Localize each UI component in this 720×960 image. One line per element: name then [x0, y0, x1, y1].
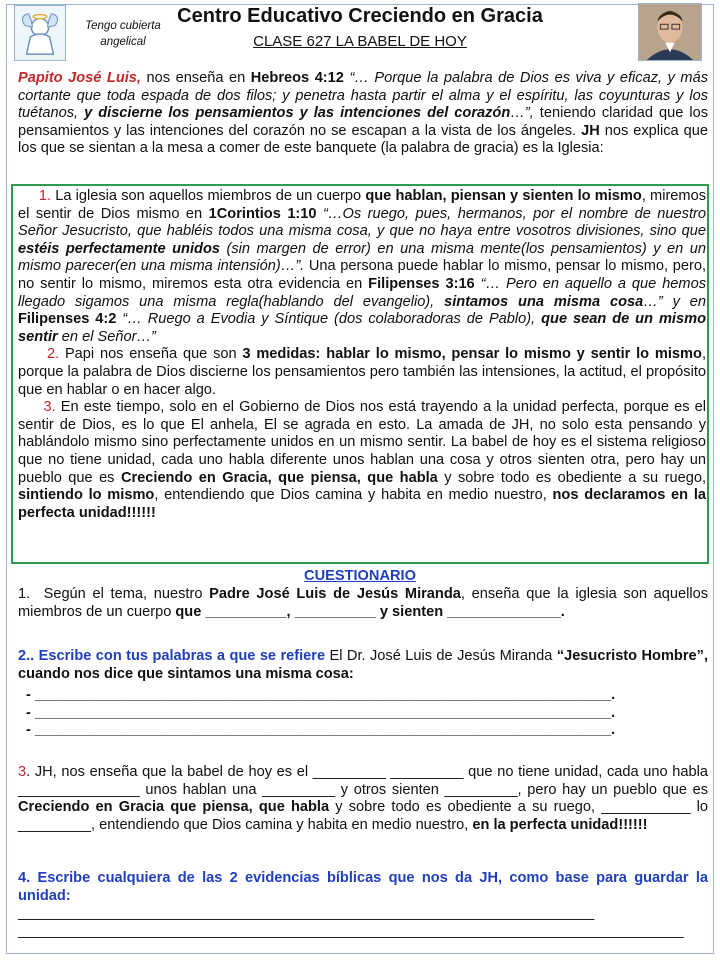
question-2 [18, 648, 708, 740]
question-text[interactable]: . JH, nos enseña que la babel de hoy es el _________ _________ que no tiene unidad, cada uno habla _______________ unos hablan una _________ y otros sienten _________, pero hay un pueblo que es [18, 764, 708, 798]
point-highlight: sintiendo lo mismo [18, 487, 155, 504]
point-highlight: estéis perfectamente unidos [18, 240, 220, 257]
point-1 [18, 188, 706, 346]
answer-line[interactable]: - _______________________________________________________________________. [26, 687, 616, 704]
bible-quote: (sin margen de error) en una misma mente(los pensamientos) y en un mismo parecer(en una misma intensión)…”. [18, 240, 706, 275]
question-1 [18, 586, 708, 621]
point-highlight: que sean de un mismo sentir [18, 311, 706, 345]
quote-end: …”, [510, 105, 534, 122]
question-highlight: Creciendo en Gracia que piensa, que habla [18, 799, 330, 816]
point-text: Papi nos enseña que son [59, 346, 243, 363]
bible-quote: “… Ruego a Evodia y Síntique (dos colaboradoras de Pablo), [116, 311, 542, 328]
point-text: , miremos el sentir de Dios mismo en [18, 188, 706, 222]
point-number: 1. [38, 188, 52, 204]
intro-text-2: teniendo claridad que los pensamientos y las intenciones del corazón no se escapan a la vista de los ángeles. [18, 105, 709, 139]
point-text: En este tiempo, solo en el Gobierno de Dios nos está trayendo a la unidad perfecta, porque es el sentir de Dios, es lo que El anhela, El se agrada en esto. La amada de JH, no solo esta pensando y hablándolo mismo sino perfectamente unidos en un mismo sentir. La babel de hoy es el sistema religioso que no tiene unidad, cada uno habla diferente unos hablan una cosa y otros sienten otra, pero hay un pueblo que es [18, 399, 706, 486]
question-prompt: . Escribe cualquiera de las 2 evidencias bíblicas que nos da JH, como base para guardar la unidad: [18, 870, 708, 904]
point-highlight: 3 medidas: hablar lo mismo, pensar lo mismo y sentir lo mismo [242, 346, 702, 363]
point-text: , porque la palabra de Dios discierne los pensamientos pero también las intensiones, la actitud, el propósito que en hablar o en hacer algo. [18, 346, 706, 398]
bible-quote: …” y en [643, 293, 707, 310]
question-4 [18, 870, 708, 940]
question-highlight: en la perfecta unidad!!!!!! [472, 816, 648, 833]
teaching-points [18, 188, 706, 522]
point-highlight: que hablan, piensan y sienten lo mismo [365, 188, 642, 204]
bible-reference: Filipenses 3:16 [368, 275, 475, 292]
class-subtitle: CLASE 627 LA BABEL DE HOY [253, 33, 467, 50]
point-2 [18, 346, 706, 399]
bible-reference: Hebreos 4:12 [250, 70, 344, 86]
point-3 [18, 399, 706, 522]
question-highlight: cuando nos dice que sintamos una misma cosa: [18, 665, 354, 682]
point-text: y sobre todo es obediente a su ruego, [437, 469, 706, 486]
question-number: 4 [18, 870, 27, 886]
point-number: 3. [43, 399, 56, 416]
question-text: , enseña que la iglesia son aquellos miembros de un cuerpo [18, 586, 709, 620]
question-number: 1. [18, 586, 31, 602]
answer-line[interactable]: - _______________________________________________________________________. [26, 704, 616, 721]
answer-line[interactable]: - _______________________________________________________________________. [26, 722, 616, 739]
point-highlight: Creciendo en Gracia, que piensa, que habla [120, 469, 438, 486]
bible-reference: Filipenses 4:2 [18, 311, 117, 328]
intro-paragraph [18, 70, 708, 158]
question-text[interactable]: y sobre todo es obediente a su ruego, ___________ lo _________, entendiendo que Dios camina y habita en medio nuestro, [18, 799, 709, 833]
question-3 [18, 764, 708, 834]
name-highlight: Padre José Luis de Jesús Miranda [209, 586, 461, 602]
point-highlight: nos declaramos en la perfecta unidad!!!!!! [18, 487, 707, 521]
intro-text: nos enseña en [140, 70, 251, 86]
quote-highlight: y discierne los pensamientos y las intenciones del corazón [84, 105, 511, 122]
question-number: 2. [18, 648, 31, 664]
point-number: 2. [46, 346, 60, 363]
bible-reference: 1Corintios 1:10 [208, 205, 317, 222]
bible-quote: “…Os ruego, pues, hermanos, por el nombre de nuestro Señor Jesucristo, que habléis todos una misma cosa, y que no haya entre vosotros divisiones, sino que [18, 205, 706, 240]
title-highlight: “Jesucristo Hombre”, [556, 648, 708, 664]
question-text: Según el tema, nuestro [43, 586, 210, 602]
bible-quote: “… Porque la palabra de Dios es viva y eficaz, y más cortante que toda espada de dos filos; y penetra hasta partir el alma y el espíritu, las coyunturas y los tuétanos, [18, 70, 708, 122]
bible-quote: “… Pero en aquello a que hemos llegado sigamos una misma regla(hablando del evangelio), [18, 275, 706, 310]
page-title: Centro Educativo Creciendo en Gracia [177, 5, 543, 27]
answer-line[interactable]: __________________________________________________________________________________ [18, 922, 684, 939]
point-text: , entendiendo que Dios camina y habita en medio nuestro, [154, 487, 553, 504]
intro-text-3: nos explica que los que se sientan a la mesa a comer de este banquete (la palabra de gracia) es la Iglesia: [18, 122, 708, 157]
bible-quote: en el Señor…” [57, 328, 156, 345]
questionnaire-title: CUESTIONARIO [304, 568, 416, 584]
portrait-photo [638, 3, 702, 61]
answer-line[interactable]: _______________________________________________________________________ [18, 905, 595, 922]
question-text: El Dr. José Luis de Jesús Miranda [325, 648, 557, 664]
angel-logo [14, 5, 66, 61]
point-highlight: sintamos una misma cosa [444, 293, 644, 310]
tagline: Tengo cubierta angelical [85, 20, 161, 48]
author-name: Papito José Luis, [18, 70, 141, 86]
jh-initials: JH [581, 122, 600, 139]
answer-blanks[interactable]: que __________, __________ y sienten ______________. [175, 603, 565, 620]
question-number: 3 [18, 764, 27, 780]
point-text: La iglesia son aquellos miembros de un cuerpo [51, 188, 366, 204]
question-prompt: . Escribe con tus palabras a que se refiere [30, 648, 326, 664]
point-text: Una persona puede hablar lo mismo, pensar lo mismo, pero, no sentir lo mismo, miremos esta otra evidencia en [18, 258, 706, 292]
